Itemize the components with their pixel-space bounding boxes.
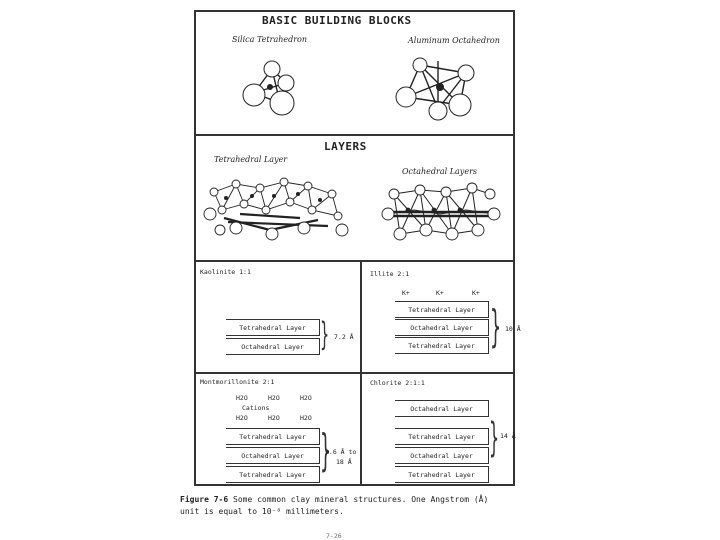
- chlorite-octahedral-layer-2: [395, 447, 489, 464]
- silica-tetrahedron-label: Silica Tetrahedron: [232, 35, 308, 44]
- montmorillonite-tetrahedral-layer-bottom-label: Tetrahedral Layer: [239, 470, 306, 479]
- aluminum-octahedron-label: Aluminum Octahedron: [408, 36, 500, 45]
- silica-tetrahedron-model: [230, 55, 310, 125]
- figure-caption: [180, 494, 488, 518]
- octahedral-layers-label: Octahedral Layers: [402, 167, 477, 176]
- illite-cation-2: K+: [436, 289, 444, 297]
- montmorillonite-tetrahedral-layer-top-label: Tetrahedral Layer: [239, 432, 306, 441]
- tetrahedral-layer-model: [200, 170, 360, 245]
- montmorillonite-spacing-line1: 9.6 Å to: [325, 448, 357, 456]
- chlorite-title: Chlorite 2:1:1: [370, 379, 425, 387]
- tetrahedral-layer-label: Tetrahedral Layer: [214, 155, 288, 164]
- illite-octahedral-layer: [395, 319, 489, 336]
- montmorillonite-tetrahedral-layer-bottom: [226, 466, 320, 483]
- illite-octahedral-layer-label: Octahedral Layer: [410, 323, 473, 332]
- chlorite-spacing: 14 Å: [500, 432, 516, 440]
- chlorite-brace: }: [489, 415, 500, 461]
- chlorite-tetrahedral-layer-2-label: Tetrahedral Layer: [408, 470, 475, 479]
- kaolinite-tetrahedral-layer: [226, 319, 320, 336]
- montmorillonite-cations-label: Cations: [242, 404, 270, 412]
- divider-layers-minerals: [194, 260, 515, 262]
- illite-title: Illite 2:1: [370, 270, 410, 278]
- chlorite-octahedral-layer-1: [395, 400, 489, 417]
- montmorillonite-water-bottom-1: H2O: [236, 414, 248, 422]
- aluminum-octahedron-model: [390, 55, 490, 125]
- kaolinite-tetrahedral-layer-label: Tetrahedral Layer: [239, 323, 306, 332]
- montmorillonite-water-top-1: H2O: [236, 394, 248, 402]
- kaolinite-spacing: 7.2 Å: [334, 333, 354, 341]
- montmorillonite-water-top-2: H2O: [268, 394, 280, 402]
- kaolinite-brace: }: [320, 315, 330, 353]
- caption-label: Figure 7-6: [180, 495, 229, 504]
- illite-tetrahedral-layer-top: [395, 301, 489, 318]
- illite-brace: }: [490, 301, 502, 352]
- montmorillonite-octahedral-layer-label: Octahedral Layer: [241, 451, 304, 460]
- illite-tetrahedral-layer-bottom-label: Tetrahedral Layer: [408, 341, 475, 350]
- montmorillonite-water-bottom-3: H2O: [300, 414, 312, 422]
- montmorillonite-spacing-line2: 18 Å: [336, 458, 352, 466]
- divider-blocks-layers: [194, 134, 515, 136]
- caption-text-2: unit is equal to 10⁻⁸ millimeters.: [180, 507, 344, 516]
- kaolinite-title: Kaolinite 1:1: [200, 268, 251, 276]
- kaolinite-octahedral-layer: [226, 338, 320, 355]
- octahedral-layer-model: [378, 180, 503, 245]
- caption-text-1: Some common clay mineral structures. One Angstrom (Å): [233, 495, 489, 504]
- caption-line-1: [180, 494, 488, 506]
- chlorite-tetrahedral-layer-2: [395, 466, 489, 483]
- montmorillonite-brace: }: [320, 425, 332, 476]
- montmorillonite-water-top-3: H2O: [300, 394, 312, 402]
- divider-minerals-mid: [194, 372, 515, 374]
- montmorillonite-tetrahedral-layer-top: [226, 428, 320, 445]
- chlorite-tetrahedral-layer-1-label: Tetrahedral Layer: [408, 432, 475, 441]
- illite-tetrahedral-layer-top-label: Tetrahedral Layer: [408, 305, 475, 314]
- kaolinite-octahedral-layer-label: Octahedral Layer: [241, 342, 304, 351]
- montmorillonite-octahedral-layer: [226, 447, 320, 464]
- montmorillonite-water-bottom-2: H2O: [268, 414, 280, 422]
- chlorite-tetrahedral-layer-1: [395, 428, 489, 445]
- layers-title: LAYERS: [324, 140, 367, 153]
- illite-tetrahedral-layer-bottom: [395, 337, 489, 354]
- illite-cation-3: K+: [472, 289, 480, 297]
- chlorite-octahedral-layer-2-label: Octahedral Layer: [410, 451, 473, 460]
- chlorite-octahedral-layer-1-label: Octahedral Layer: [410, 404, 473, 413]
- illite-spacing: 10 Å: [505, 325, 521, 333]
- building-blocks-title: BASIC BUILDING BLOCKS: [262, 14, 412, 27]
- montmorillonite-title: Montmorillonite 2:1: [200, 378, 275, 386]
- illite-cation-1: K+: [402, 289, 410, 297]
- page-footer: 7-26: [326, 532, 342, 540]
- divider-minerals-vertical: [360, 260, 362, 486]
